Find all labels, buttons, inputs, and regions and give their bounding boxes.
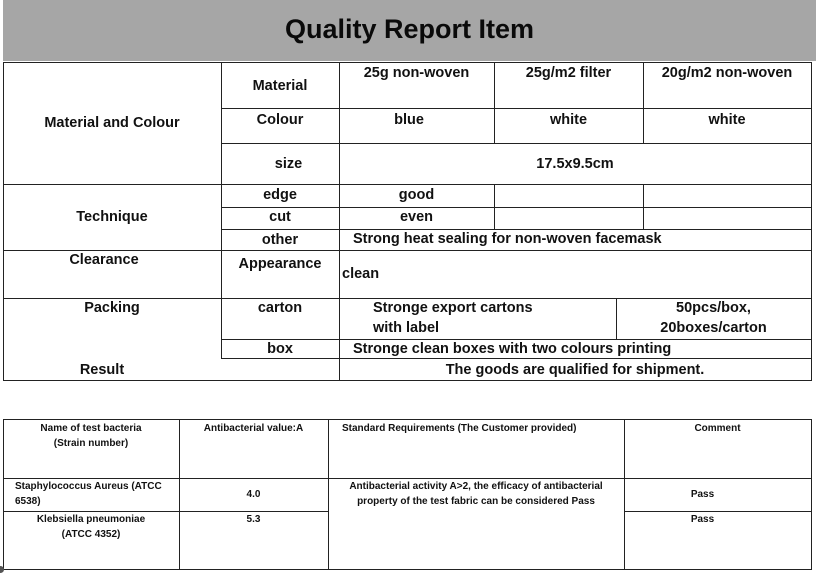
bacteria-name-1-line1: Staphylococcus Aureus (ATCC bbox=[15, 481, 162, 492]
bacteria-name-1-line2: 6538) bbox=[15, 496, 41, 507]
page-title: Quality Report Item bbox=[284, 14, 535, 44]
carton-value-line1: Stronge export cartons bbox=[373, 300, 533, 316]
carton-label: carton bbox=[257, 300, 303, 316]
material-colour-label: Material and Colour bbox=[44, 115, 180, 131]
appearance-label: Appearance bbox=[238, 256, 322, 272]
carton-value-line2: with label bbox=[373, 320, 440, 336]
technique-label: Technique bbox=[76, 209, 148, 225]
other-label: other bbox=[261, 232, 299, 248]
clearance-label: Clearance bbox=[69, 252, 139, 268]
cut-value: even bbox=[399, 209, 434, 225]
material-value-1: 25g non-woven bbox=[363, 65, 470, 81]
size-value: 17.5x9.5cm bbox=[536, 156, 614, 172]
appearance-value: clean bbox=[342, 266, 380, 282]
carton-qty-line2: 20boxes/carton bbox=[660, 320, 767, 336]
title-banner bbox=[3, 0, 816, 61]
packing-label: Packing bbox=[84, 300, 140, 316]
test-header-name-line2: (Strain number) bbox=[53, 438, 129, 449]
test-header-name-line1: Name of test bacteria bbox=[40, 423, 142, 434]
standard-text-line2: property of the test fabric can be considered Pass bbox=[357, 496, 595, 507]
standard-text-line1: Antibacterial activity A>2, the efficacy of antibacterial bbox=[349, 481, 603, 492]
test-header-standard: Standard Requirements (The Customer provided) bbox=[342, 423, 577, 434]
carton-qty-line1: 50pcs/box, bbox=[676, 300, 751, 316]
antibacterial-value-2: 5.3 bbox=[246, 514, 261, 525]
bacteria-name-2-line1: Klebsiella pneumoniae bbox=[36, 514, 146, 525]
antibacterial-value-1: 4.0 bbox=[246, 489, 261, 500]
result-label: Result bbox=[79, 362, 125, 378]
corner-marker bbox=[0, 566, 4, 573]
colour-label: Colour bbox=[256, 112, 304, 128]
material-label: Material bbox=[252, 78, 308, 94]
comment-1: Pass bbox=[690, 489, 715, 500]
edge-label: edge bbox=[263, 187, 297, 203]
result-value: The goods are qualified for shipment. bbox=[445, 362, 705, 378]
comment-2: Pass bbox=[690, 514, 715, 525]
edge-value: good bbox=[398, 187, 435, 203]
box-value: Stronge clean boxes with two colours printing bbox=[353, 341, 672, 357]
material-value-3: 20g/m2 non-woven bbox=[661, 65, 793, 81]
colour-value-1: blue bbox=[394, 112, 424, 128]
other-value: Strong heat sealing for non-woven facemask bbox=[353, 231, 662, 247]
test-header-value: Antibacterial value:A bbox=[203, 423, 304, 434]
size-label: size bbox=[274, 156, 303, 172]
test-header-comment: Comment bbox=[694, 423, 741, 434]
box-label: box bbox=[267, 341, 293, 357]
colour-value-3: white bbox=[708, 112, 746, 128]
material-value-2: 25g/m2 filter bbox=[525, 65, 612, 81]
cut-label: cut bbox=[269, 209, 291, 225]
colour-value-2: white bbox=[549, 112, 588, 128]
bacteria-name-2-line2: (ATCC 4352) bbox=[61, 529, 121, 540]
